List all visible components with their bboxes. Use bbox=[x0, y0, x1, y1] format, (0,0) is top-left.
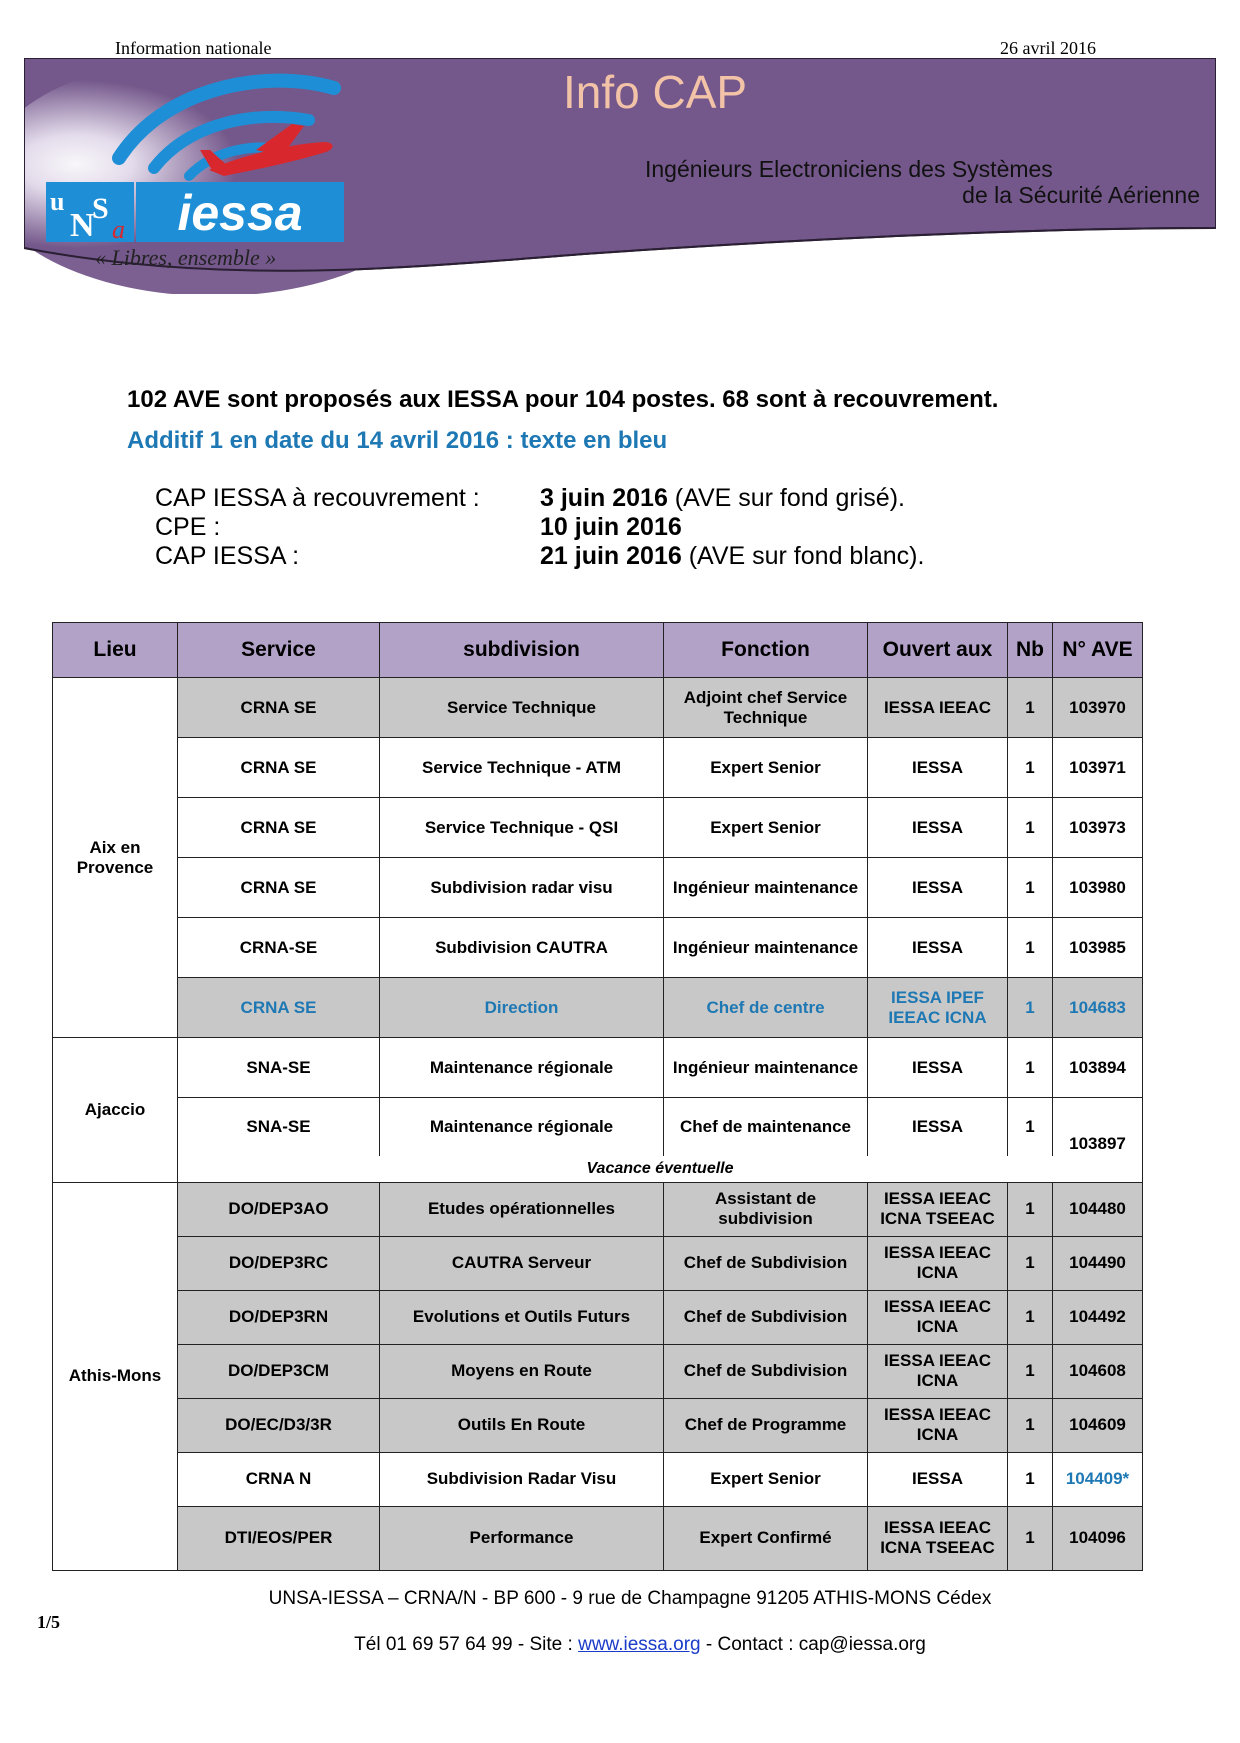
cell-fonction: Assistant de subdivision bbox=[664, 1182, 868, 1236]
banner-subtitle-2: de la Sécurité Aérienne bbox=[962, 182, 1200, 208]
cell-subdivision: Moyens en Route bbox=[380, 1344, 664, 1398]
date-label: CPE : bbox=[155, 513, 221, 541]
cell-nb: 1 bbox=[1008, 738, 1053, 798]
cell-fonction: Adjoint chef Service Technique bbox=[664, 678, 868, 738]
slogan: « Libres, ensemble » bbox=[95, 245, 277, 270]
lieu-cell: Athis-Mons bbox=[53, 1182, 178, 1570]
cell-ouvert: IESSA IEEAC ICNA TSEEAC bbox=[868, 1506, 1008, 1570]
header-subdivision: subdivision bbox=[380, 623, 664, 678]
svg-text:u: u bbox=[50, 187, 65, 216]
table-header bbox=[53, 623, 1143, 678]
site-link[interactable]: www.iessa.org bbox=[578, 1634, 701, 1655]
cell-nb: 1 bbox=[1008, 1236, 1053, 1290]
cell-service: DO/DEP3CM bbox=[178, 1344, 380, 1398]
cell-ave: 104409* bbox=[1053, 1452, 1143, 1506]
table-row bbox=[53, 918, 1143, 978]
cell-ave: 104490 bbox=[1053, 1236, 1143, 1290]
banner-subtitle-1: Ingénieurs Electroniciens des Systèmes bbox=[645, 156, 1053, 182]
cell-ouvert: IESSA IPEF IEEAC ICNA bbox=[868, 978, 1008, 1038]
cell-ave: 104609 bbox=[1053, 1398, 1143, 1452]
headline: 102 AVE sont proposés aux IESSA pour 104 postes. 68 sont à recouvrement. bbox=[127, 386, 999, 413]
cell-ouvert: IESSA IEEAC ICNA bbox=[868, 1290, 1008, 1344]
cell-subdivision: Subdivision CAUTRA bbox=[380, 918, 664, 978]
svg-text:a: a bbox=[112, 215, 125, 244]
footer-tel: Tél 01 69 57 64 99 - Site : bbox=[354, 1634, 579, 1655]
cell-fonction: Ingénieur maintenance bbox=[664, 858, 868, 918]
table-row bbox=[53, 1098, 1143, 1156]
footer-contact-email: - Contact : cap@iessa.org bbox=[700, 1634, 926, 1655]
cell-ouvert: IESSA IEEAC bbox=[868, 678, 1008, 738]
cell-nb: 1 bbox=[1008, 1038, 1053, 1098]
header-nb: Nb bbox=[1008, 623, 1053, 678]
cell-subdivision: Outils En Route bbox=[380, 1398, 664, 1452]
cell-ave: 104480 bbox=[1053, 1182, 1143, 1236]
date-row bbox=[155, 484, 924, 513]
cell-ouvert: IESSA IEEAC ICNA TSEEAC bbox=[868, 1182, 1008, 1236]
cell-nb: 1 bbox=[1008, 978, 1053, 1038]
cell-nb: 1 bbox=[1008, 858, 1053, 918]
cell-nb: 1 bbox=[1008, 918, 1053, 978]
cell-service: DTI/EOS/PER bbox=[178, 1506, 380, 1570]
cell-fonction: Chef de Subdivision bbox=[664, 1236, 868, 1290]
cell-fonction: Chef de Programme bbox=[664, 1398, 868, 1452]
cell-service: SNA-SE bbox=[178, 1098, 380, 1156]
cell-fonction: Expert Senior bbox=[664, 798, 868, 858]
cell-subdivision: CAUTRA Serveur bbox=[380, 1236, 664, 1290]
cell-service: SNA-SE bbox=[178, 1038, 380, 1098]
header-lieu: Lieu bbox=[53, 623, 178, 678]
cell-subdivision: Performance bbox=[380, 1506, 664, 1570]
vacance-note: Vacance éventuelle bbox=[178, 1156, 1143, 1183]
date-row bbox=[155, 542, 924, 571]
date-value: 21 juin 2016 bbox=[540, 542, 682, 570]
cell-nb: 1 bbox=[1008, 1182, 1053, 1236]
cell-nb: 1 bbox=[1008, 1098, 1053, 1156]
cell-subdivision: Subdivision Radar Visu bbox=[380, 1452, 664, 1506]
cell-ave: 103897 bbox=[1053, 1098, 1143, 1156]
table-row bbox=[53, 1506, 1143, 1570]
cell-nb: 1 bbox=[1008, 1344, 1053, 1398]
table-row bbox=[53, 1182, 1143, 1236]
table-row bbox=[53, 1452, 1143, 1506]
cell-nb: 1 bbox=[1008, 1398, 1053, 1452]
cell-fonction: Chef de maintenance bbox=[664, 1098, 868, 1156]
header-left: Information nationale bbox=[115, 38, 272, 58]
ave-table bbox=[52, 622, 1143, 1571]
date-label: CAP IESSA : bbox=[155, 542, 300, 570]
cell-ave: 103973 bbox=[1053, 798, 1143, 858]
cell-ave: 104492 bbox=[1053, 1290, 1143, 1344]
cell-nb: 1 bbox=[1008, 1506, 1053, 1570]
header-ave: N° AVE bbox=[1053, 623, 1143, 678]
cell-service: CRNA-SE bbox=[178, 918, 380, 978]
cell-ouvert: IESSA IEEAC ICNA bbox=[868, 1344, 1008, 1398]
date-label: CAP IESSA à recouvrement : bbox=[155, 484, 480, 512]
table-row bbox=[53, 798, 1143, 858]
cell-fonction: Expert Senior bbox=[664, 738, 868, 798]
footer-contact bbox=[0, 1634, 1240, 1656]
date-row bbox=[155, 513, 924, 542]
cell-service: CRNA SE bbox=[178, 678, 380, 738]
table-row bbox=[53, 858, 1143, 918]
cell-ave: 103970 bbox=[1053, 678, 1143, 738]
cell-service: CRNA SE bbox=[178, 858, 380, 918]
table-row bbox=[53, 1344, 1143, 1398]
cell-service: DO/EC/D3/3R bbox=[178, 1398, 380, 1452]
cell-subdivision: Service Technique - ATM bbox=[380, 738, 664, 798]
lieu-cell: Aix en Provence bbox=[53, 678, 178, 1038]
cell-nb: 1 bbox=[1008, 678, 1053, 738]
table-row bbox=[53, 1038, 1143, 1098]
cell-ouvert: IESSA IEEAC ICNA bbox=[868, 1398, 1008, 1452]
banner-title: Info CAP bbox=[563, 66, 748, 118]
lieu-cell: Ajaccio bbox=[53, 1038, 178, 1183]
table-row bbox=[53, 978, 1143, 1038]
table-row bbox=[53, 738, 1143, 798]
header-ouvert: Ouvert aux bbox=[868, 623, 1008, 678]
header-service: Service bbox=[178, 623, 380, 678]
cell-ave: 103894 bbox=[1053, 1038, 1143, 1098]
footer-address: UNSA-IESSA – CRNA/N - BP 600 - 9 rue de Champagne 91205 ATHIS-MONS Cédex bbox=[268, 1588, 992, 1609]
date-note: (AVE sur fond blanc). bbox=[681, 542, 925, 570]
cell-fonction: Chef de Subdivision bbox=[664, 1290, 868, 1344]
additif-note: Additif 1 en date du 14 avril 2016 : texte en bleu bbox=[127, 427, 668, 454]
cell-subdivision: Direction bbox=[380, 978, 664, 1038]
dates-block bbox=[155, 484, 924, 571]
svg-text:iessa: iessa bbox=[177, 185, 303, 241]
cell-fonction: Chef de centre bbox=[664, 978, 868, 1038]
cell-subdivision: Maintenance régionale bbox=[380, 1038, 664, 1098]
cell-ave: 103985 bbox=[1053, 918, 1143, 978]
date-value: 10 juin 2016 bbox=[540, 513, 682, 541]
cell-service: DO/DEP3RN bbox=[178, 1290, 380, 1344]
cell-subdivision: Maintenance régionale bbox=[380, 1098, 664, 1156]
cell-nb: 1 bbox=[1008, 1452, 1053, 1506]
cell-service: CRNA N bbox=[178, 1452, 380, 1506]
cell-ouvert: IESSA bbox=[868, 918, 1008, 978]
table-row bbox=[53, 678, 1143, 738]
cell-fonction: Expert Confirmé bbox=[664, 1506, 868, 1570]
cell-fonction: Expert Senior bbox=[664, 1452, 868, 1506]
header-fonction: Fonction bbox=[664, 623, 868, 678]
cell-ouvert: IESSA bbox=[868, 738, 1008, 798]
date-value: 3 juin 2016 bbox=[540, 484, 668, 512]
svg-text:N: N bbox=[70, 207, 95, 244]
cell-ouvert: IESSA bbox=[868, 1038, 1008, 1098]
cell-service: DO/DEP3RC bbox=[178, 1236, 380, 1290]
cell-subdivision: Service Technique - QSI bbox=[380, 798, 664, 858]
table-row bbox=[53, 1236, 1143, 1290]
cell-ave: 103980 bbox=[1053, 858, 1143, 918]
cell-subdivision: Evolutions et Outils Futurs bbox=[380, 1290, 664, 1344]
cell-service: CRNA SE bbox=[178, 978, 380, 1038]
header-date: 26 avril 2016 bbox=[1000, 38, 1096, 58]
cell-ave: 104683 bbox=[1053, 978, 1143, 1038]
cell-ouvert: IESSA bbox=[868, 798, 1008, 858]
cell-subdivision: Etudes opérationnelles bbox=[380, 1182, 664, 1236]
cell-fonction: Ingénieur maintenance bbox=[664, 918, 868, 978]
cell-subdivision: Service Technique bbox=[380, 678, 664, 738]
cell-service: DO/DEP3AO bbox=[178, 1182, 380, 1236]
date-note: (AVE sur fond grisé). bbox=[667, 484, 905, 512]
cell-service: CRNA SE bbox=[178, 798, 380, 858]
cell-ouvert: IESSA bbox=[868, 1098, 1008, 1156]
cell-ouvert: IESSA IEEAC ICNA bbox=[868, 1236, 1008, 1290]
page-number: 1/5 bbox=[37, 1612, 61, 1632]
cell-ave: 103971 bbox=[1053, 738, 1143, 798]
cell-nb: 1 bbox=[1008, 1290, 1053, 1344]
table-row bbox=[53, 1398, 1143, 1452]
cell-subdivision: Subdivision radar visu bbox=[380, 858, 664, 918]
cell-fonction: Chef de Subdivision bbox=[664, 1344, 868, 1398]
cell-service: CRNA SE bbox=[178, 738, 380, 798]
cell-fonction: Ingénieur maintenance bbox=[664, 1038, 868, 1098]
vacance-row bbox=[53, 1156, 1143, 1183]
cell-ave: 104608 bbox=[1053, 1344, 1143, 1398]
cell-ouvert: IESSA bbox=[868, 858, 1008, 918]
cell-ave: 104096 bbox=[1053, 1506, 1143, 1570]
svg-text:S: S bbox=[92, 192, 109, 225]
table-row bbox=[53, 1290, 1143, 1344]
cell-ouvert: IESSA bbox=[868, 1452, 1008, 1506]
cell-nb: 1 bbox=[1008, 798, 1053, 858]
